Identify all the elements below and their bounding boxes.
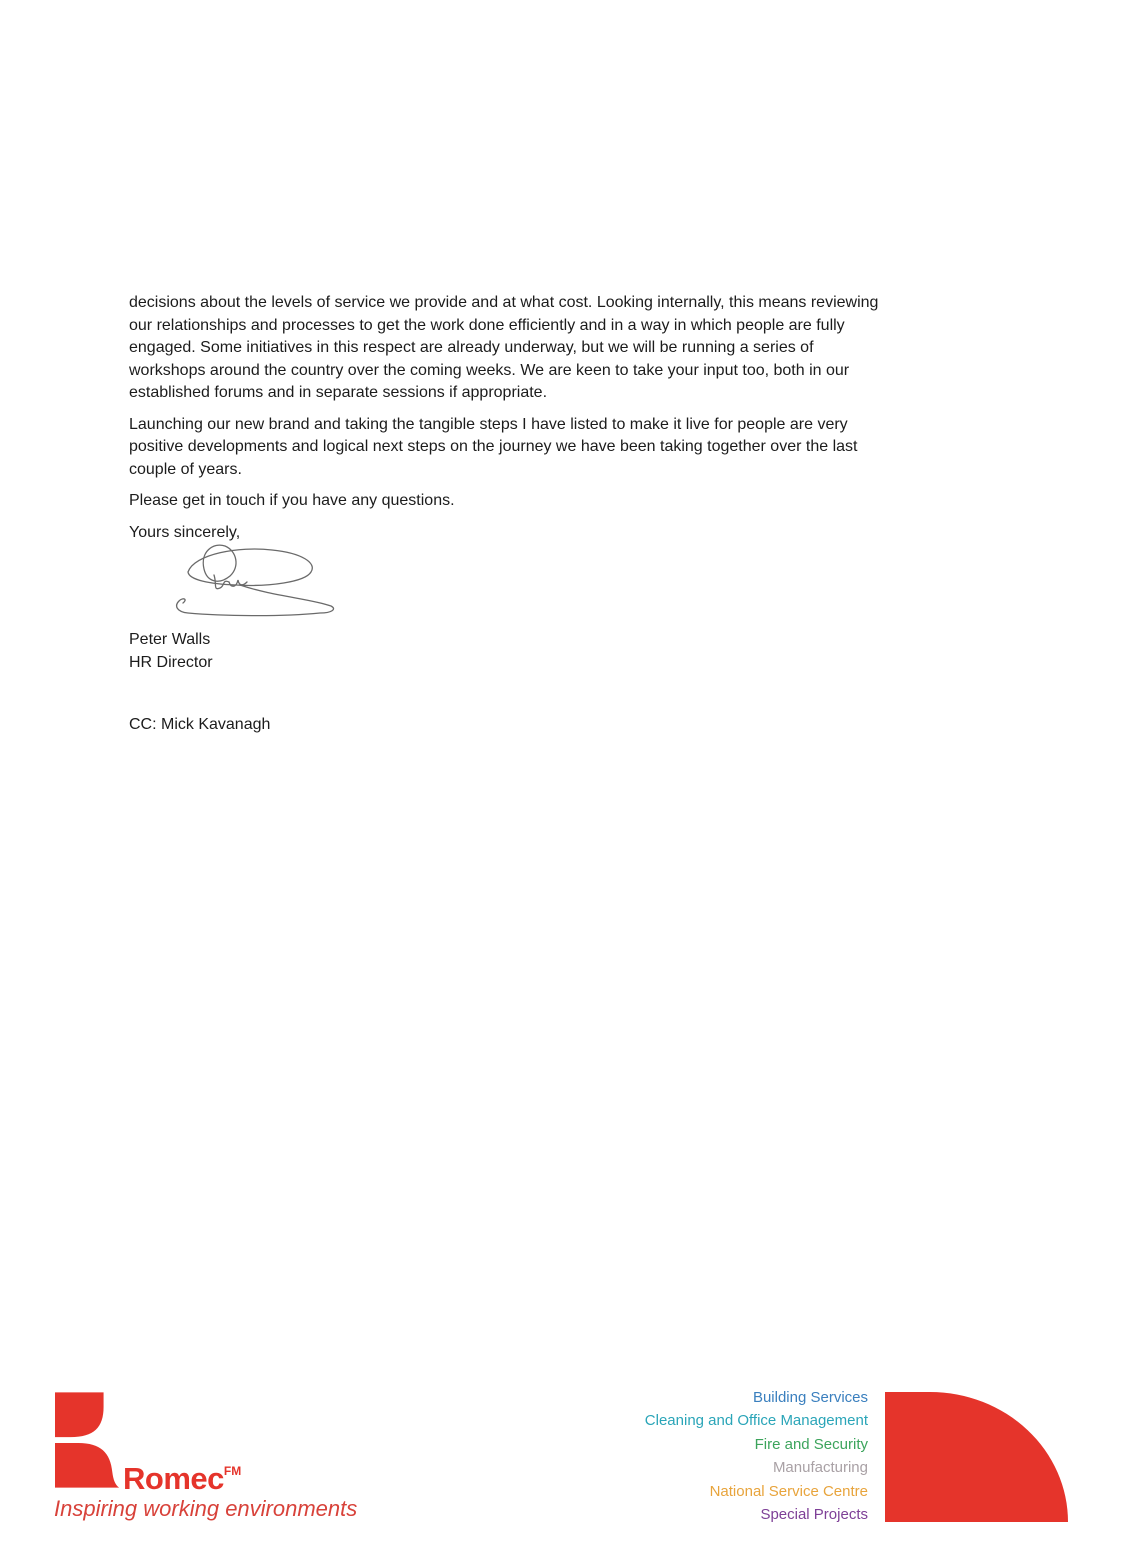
paragraph-line: our relationships and processes to get the work done efficiently and in a way in which people are fully [129,316,845,334]
paragraph-line: couple of years. [129,460,242,478]
signature-scribble-icon [164,539,348,631]
paragraph [129,414,1029,482]
signature-image [164,539,348,631]
brand-name-text: Romec [123,1461,224,1496]
paragraph-line: established forums and in separate sessions if appropriate. [129,384,548,401]
service-item: Fire and Security [754,1435,868,1453]
paragraph-line: engaged. Some initiatives in this respect are already underway, but we will be running a series of [129,339,814,356]
paragraph-line: Yours sincerely, [129,523,241,541]
service-item: Special Projects [760,1506,868,1524]
paragraph [129,490,1029,513]
paragraph-line: positive developments and logical next steps on the journey we have been taking together over the last [129,438,858,455]
letter-body [129,292,1029,553]
signoff-name: Peter Walls [129,631,211,648]
signoff-block [129,629,213,674]
signoff-title: HR Director [129,653,213,671]
paragraph-line: Please get in touch if you have any questions. [129,492,455,509]
brand-name [123,1454,241,1496]
services-list [645,1386,868,1526]
paragraph-line: Launching our new brand and taking the tangible steps I have listed to make it live for people are very [129,415,848,433]
service-item: Manufacturing [772,1459,868,1477]
paragraph-line: decisions about the levels of service we provide and at what cost. Looking internally, this means reviewing [129,294,879,311]
service-item: National Service Centre [709,1482,868,1500]
romec-logo-icon [55,1391,123,1491]
corner-arc-shape [885,1392,1068,1522]
brand-trademark: FM [223,1464,242,1478]
cc-line: CC: Mick Kavanagh [129,716,271,733]
paragraph-line: workshops around the country over the coming weeks. We are keen to take your input too, both in our [129,361,850,379]
paragraph [129,292,1029,405]
brand-tagline: Inspiring working environments [54,1496,358,1521]
service-item: Cleaning and Office Management [644,1412,868,1430]
service-item: Building Services [752,1389,868,1406]
